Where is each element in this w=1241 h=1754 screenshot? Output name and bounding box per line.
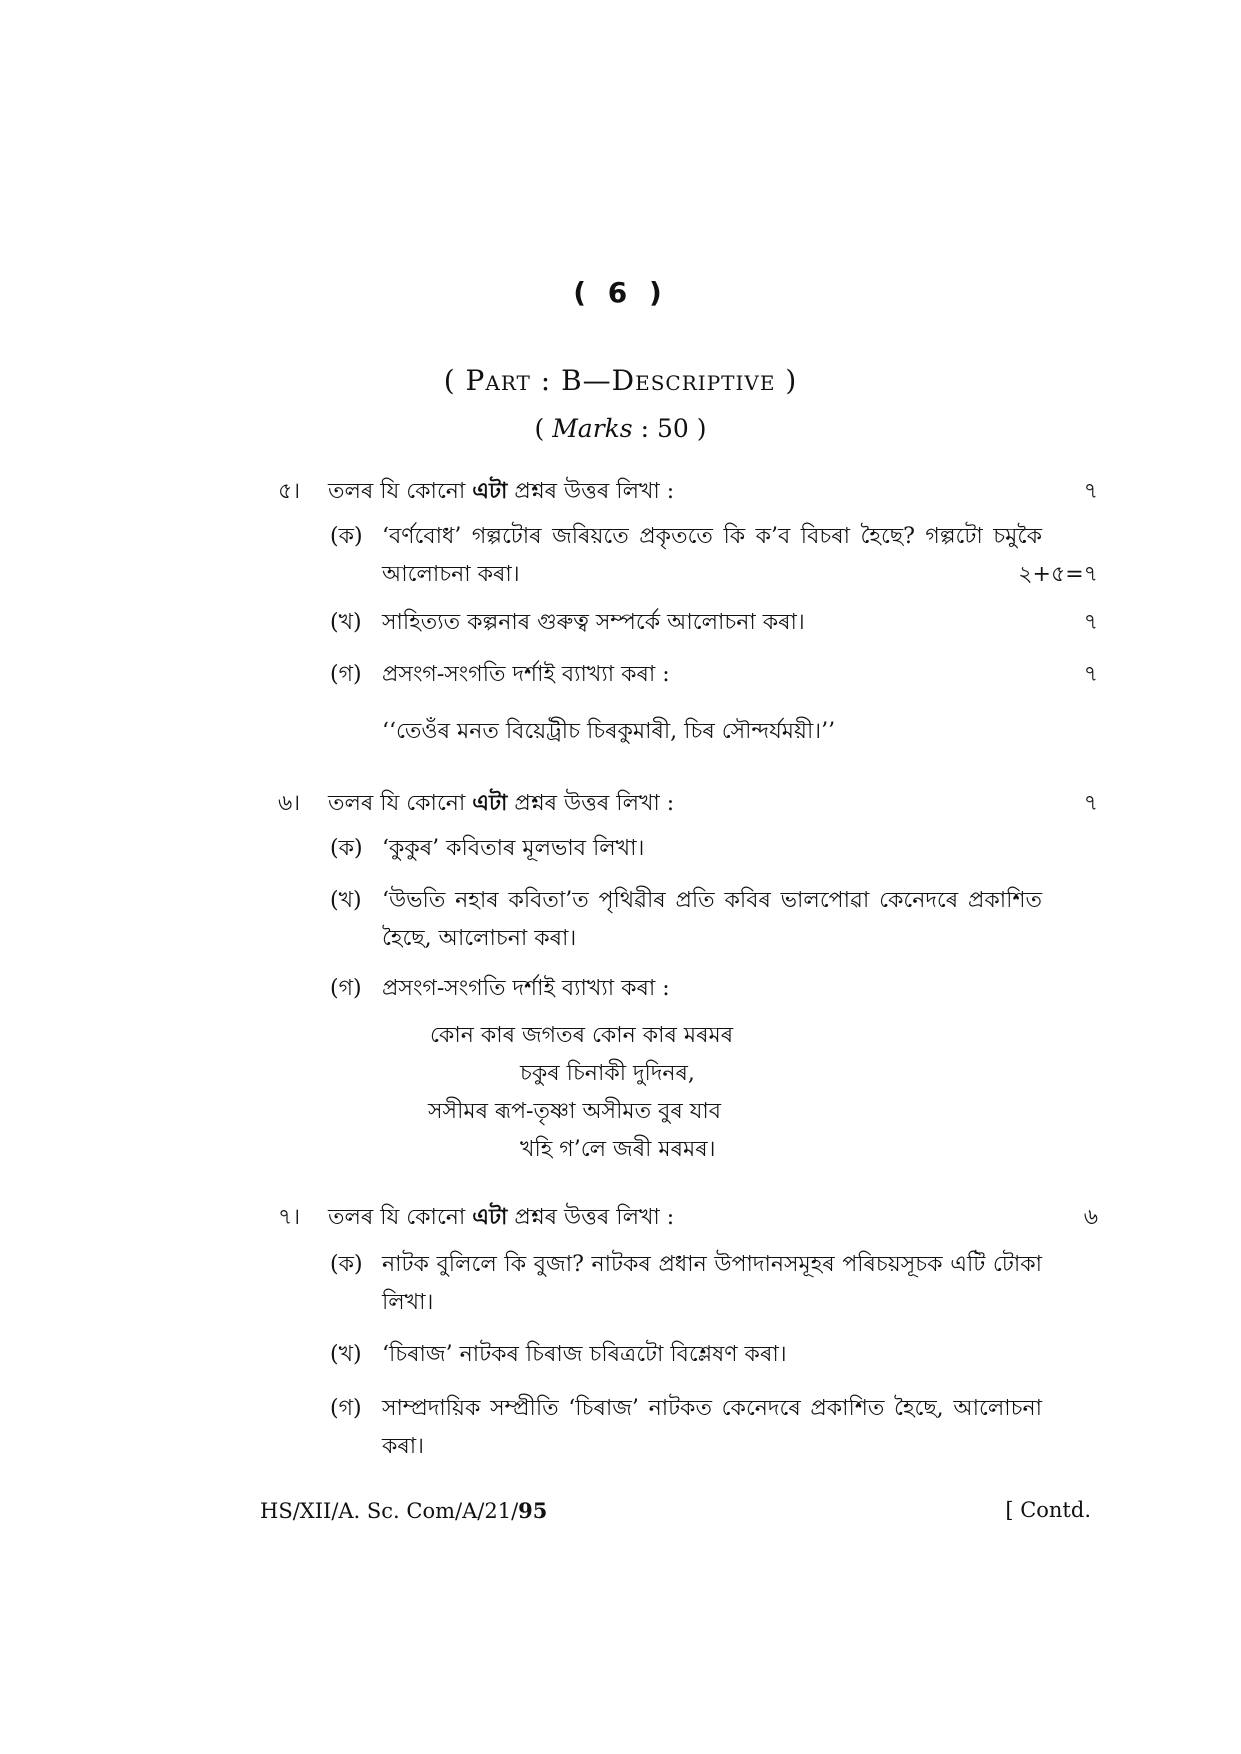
part-label: (ক)	[330, 524, 363, 549]
question-number: ৫।	[278, 479, 301, 504]
question-6-part-a	[330, 830, 1098, 868]
question-7-part-c	[330, 1390, 1098, 1466]
question-5-part-c	[330, 656, 1098, 694]
question-5	[278, 474, 1098, 508]
question-5-part-a	[330, 518, 1098, 594]
question-stem: তলৰ যি কোনো এটা প্ৰশ্নৰ উত্তৰ লিখা :	[328, 478, 675, 504]
part-label: (ক)	[330, 1252, 363, 1277]
part-text: প্ৰসংগ-সংগতি দৰ্শাই ব্যাখ্যা কৰা :	[382, 976, 670, 1001]
part-label: (গ)	[330, 976, 362, 1001]
poem-line-4: খহি গ’লে জৰী মৰমৰ।	[520, 1137, 716, 1162]
question-marks: ৬	[1083, 1205, 1098, 1230]
question-number: ৬।	[278, 791, 301, 816]
part-marks: ২+৫=৭	[1018, 562, 1098, 587]
question-stem: তলৰ যি কোনো এটা প্ৰশ্নৰ উত্তৰ লিখা :	[328, 1204, 675, 1230]
question-stem: তলৰ যি কোনো এটা প্ৰশ্নৰ উত্তৰ লিখা :	[328, 790, 675, 816]
question-6-part-c	[330, 970, 1098, 1008]
part-label: (খ)	[330, 1342, 362, 1367]
part-text: সাহিত্যত কল্পনাৰ গুৰুত্ব সম্পৰ্কে আলোচনা কৰা।	[382, 610, 805, 635]
part-text: সাম্প্ৰদায়িক সম্প্ৰীতি ‘চিৰাজ’ নাটকত কেনেদৰে প্ৰকাশিত হৈছে, আলোচনা কৰা।	[382, 1396, 1042, 1459]
question-marks: ৭	[1083, 791, 1098, 816]
part-label: (গ)	[330, 1396, 362, 1421]
question-7-part-b	[330, 1336, 1098, 1374]
question-7-part-a	[330, 1246, 1098, 1322]
poem-line-2: চকুৰ চিনাকী দুদিনৰ,	[520, 1061, 695, 1086]
part-text: ‘বৰ্ণবোধ’ গল্পটোৰ জৰিয়তে প্ৰকৃততে কি ক’ব বিচৰা হৈছে? গল্পটো চমুকৈ আলোচনা কৰা।	[382, 524, 1042, 587]
part-text: প্ৰসংগ-সংগতি দৰ্শাই ব্যাখ্যা কৰা :	[382, 662, 670, 687]
poem-line-3: সসীমৰ ৰূপ-তৃষ্ণা অসীমত বুৰ যাব	[428, 1099, 721, 1124]
part-label: (ক)	[330, 836, 363, 861]
quote: ‘‘তেওঁৰ মনত বিয়েট্ৰীচ চিৰকুমাৰী, চিৰ সৌন্দৰ্যময়ী।’’	[382, 719, 836, 744]
part-text: নাটক বুলিলে কি বুজা? নাটকৰ প্ৰধান উপাদানসমূহৰ পৰিচয়সূচক এটি টোকা লিখা।	[382, 1252, 1042, 1315]
part-label: (খ)	[330, 888, 362, 913]
poem-line-1: কোন কাৰ জগতৰ কোন কাৰ মৰমৰ	[430, 1023, 734, 1048]
part-marks: ৭	[1083, 662, 1098, 687]
question-number: ৭।	[278, 1205, 301, 1230]
question-6-part-b	[330, 882, 1098, 958]
marks-line: ( Marks : 50 )	[534, 414, 707, 443]
part-marks: ৭	[1083, 610, 1098, 635]
question-5-part-b	[330, 604, 1098, 642]
part-title: ( Part : B—Descriptive )	[443, 364, 798, 397]
page-number: ( 6 )	[573, 276, 668, 309]
part-label: (গ)	[330, 662, 362, 687]
part-text: ‘উভতি নহাৰ কবিতা’ত পৃথিৱীৰ প্ৰতি কবিৰ ভালপোৱা কেনেদৰে প্ৰকাশিত হৈছে, আলোচনা কৰা।	[382, 888, 1042, 951]
paper-code: HS/XII/A. Sc. Com/A/21/95	[260, 1498, 548, 1523]
marks-value: 50	[656, 414, 689, 443]
part-text: ‘কুকুৰ’ কবিতাৰ মূলভাব লিখা।	[382, 836, 645, 861]
question-7	[278, 1200, 1098, 1234]
contd-label: [ Contd.	[1005, 1498, 1091, 1522]
part-label: (খ)	[330, 610, 362, 635]
part-text: ‘চিৰাজ’ নাটকৰ চিৰাজ চৰিত্ৰটো বিশ্লেষণ কৰা।	[382, 1342, 787, 1367]
question-marks: ৭	[1083, 479, 1098, 504]
marks-label: Marks	[552, 414, 633, 443]
question-6	[278, 786, 1098, 820]
